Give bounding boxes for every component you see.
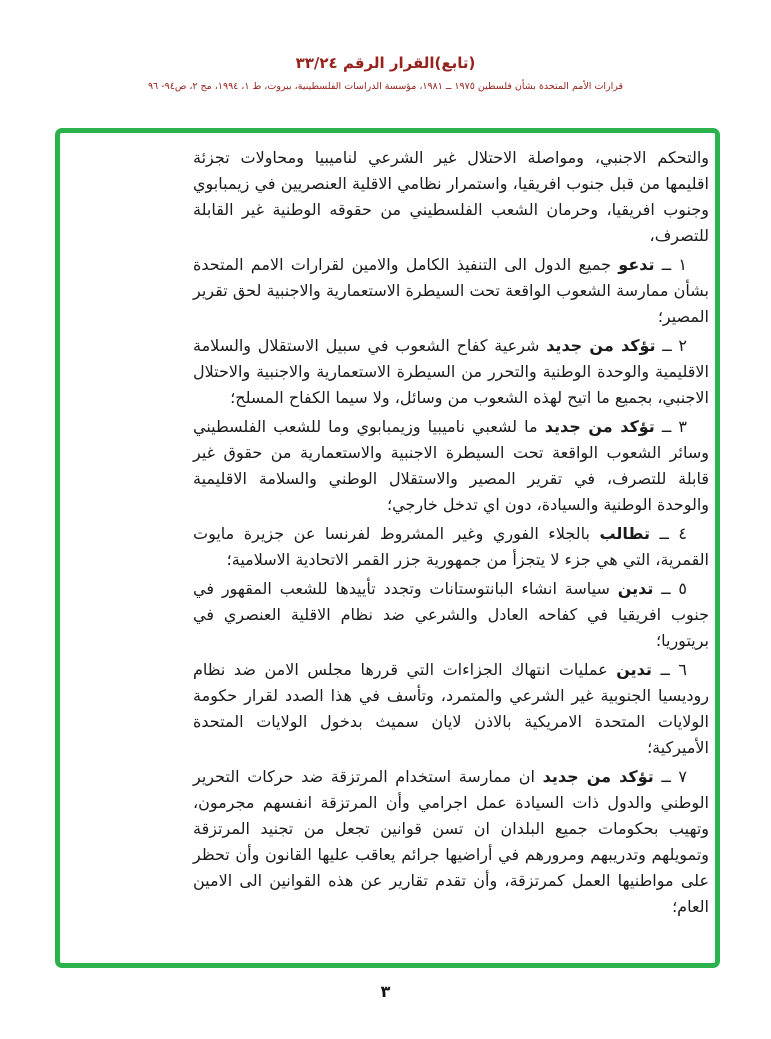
paragraph-text: ان ممارسة استخدام المرتزقة ضد حركات التحرير الوطني والدول ذات السيادة عمل اجرامي وأن المرتزقة انفسهم مجرمون، وتهيب بحكومات جميع البلدان ان تسن قوانين تجعل من تجنيد المرتزقة وتمويلهم وتدريبهم ومرورهم في أراضيها جرائم يعاقب عليها القانون وأن تحظر على مواطنيها العمل كمرتزقة، وأن تقدم تقارير عن هذه القوانين الى الامين العام؛ [193, 767, 709, 916]
paragraph-lead-verb: تدين [616, 660, 652, 679]
paragraph-lead-verb: تؤكد من جديد [546, 336, 656, 355]
resolution-paragraph-5 [193, 576, 709, 654]
paragraph-number: ٧ ــ [653, 767, 688, 786]
paragraph-lead-verb: تؤكد من جديد [544, 417, 655, 436]
paragraph-lead-verb: تدعو [618, 255, 655, 274]
paragraph-text: عمليات انتهاك الجزاءات التي قررها مجلس الامن ضد نظام روديسيا الجنوبية غير الشرعي والمتمرد، وتأسف في هذا الصدد لقرار حكومة الولايات المتحدة الامريكية بالاذن لايان سميث بدخول الولايات المتحدة الأميركية؛ [193, 660, 709, 757]
page-title: (تابع)القرار الرقم ٣٣/٢٤ [295, 54, 476, 72]
paragraph-text: بالجلاء الفوري وغير المشروط لفرنسا عن جزيرة مايوت القمرية، التي هي جزء لا يتجزأ من جمهورية جزر القمر الاتحادية الاسلامية؛ [193, 524, 709, 569]
paragraph-text: ما لشعبي ناميبيا وزيمبابوي وما للشعب الفلسطيني وسائر الشعوب الواقعة تحت السيطرة الاجنبية والاستعمارية من حقوق غير قابلة للتصرف، في تقرير المصير والاستقلال الوطني والسلامة الاقليمية والوحدة الوطنية والسيادة، دون اي تدخل خارجي؛ [193, 417, 709, 514]
content-highlight-box [55, 128, 720, 968]
paragraph-number: ٤ ــ [649, 524, 688, 543]
paragraph-lead-verb: تطالب [599, 524, 650, 543]
paragraph-number: ٣ ــ [654, 417, 687, 436]
paragraph-text: شرعية كفاح الشعوب في سبيل الاستقلال والسلامة الاقليمية والوحدة الوطنية والتحرر من السيطرة الاستعمارية والاجنبية والاحتلال الاجنبي، بجميع ما اتيح لهذه الشعوب من وسائل، ولا سيما الكفاح المسلح؛ [193, 336, 709, 407]
resolution-text [193, 145, 709, 923]
resolution-paragraph-4 [193, 521, 709, 573]
paragraph-lead-verb: تؤكد من جديد [542, 767, 654, 786]
resolution-paragraph-1 [193, 252, 709, 330]
intro-paragraph: والتحكم الاجنبي، ومواصلة الاحتلال غير الشرعي لناميبيا ومحاولات تجزئة اقليمها من قبل جنوب افريقيا، واستمرار نظامي الاقلية العنصريين في زيمبابوي وجنوب افريقيا، وحرمان الشعب الفلسطيني من حقوقه الوطنية غير القابلة للتصرف، [193, 148, 709, 245]
page-number: ٣ [380, 982, 391, 1001]
resolution-paragraph-6 [193, 657, 709, 761]
paragraph-lead-verb: تدين [617, 579, 654, 598]
document-header [0, 54, 771, 92]
resolution-paragraph-3 [193, 414, 709, 518]
resolution-paragraph-7 [193, 764, 709, 920]
paragraph-number: ٢ ــ [655, 336, 688, 355]
paragraph-number: ٦ ــ [651, 660, 688, 679]
paragraph-text: جميع الدول الى التنفيذ الكامل والامين لقرارات الامم المتحدة بشأن ممارسة الشعوب الواقعة تحت السيطرة الاستعمارية والاجنبية لحق تقرير المصير؛ [193, 255, 709, 326]
paragraph-text: سياسة انشاء البانتوستانات وتجدد تأييدها للشعب المقهور في جنوب افريقيا في كفاحه العادل والشرعي ضد نظام الاقلية العنصري في بريتوريا؛ [193, 579, 709, 650]
resolution-paragraph-2 [193, 333, 709, 411]
paragraph-number: ٥ ــ [653, 579, 688, 598]
paragraph-number: ١ ــ [654, 255, 688, 274]
source-citation: قرارات الأمم المتحدة بشأن فلسطين ١٩٧٥ ــ ١٩٨١، مؤسسة الدراسات الفلسطينية، بيروت، ط ١، ١٩٩٤، مج ٢، ص٩٤- ٩٦ [147, 81, 624, 92]
